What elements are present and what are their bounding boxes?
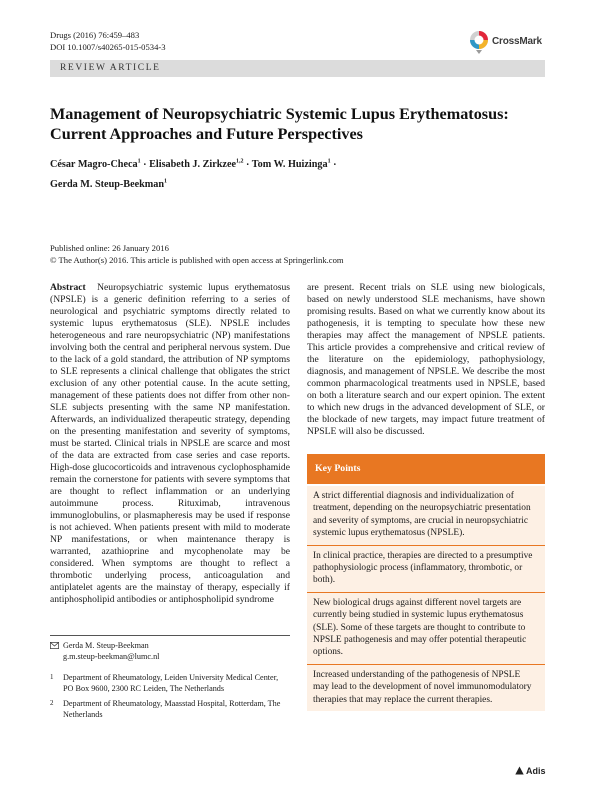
- footnote-divider: [50, 635, 290, 636]
- key-point-item: New biological drugs against different novel targets are currently being studied in systemic lupus erythematosus (SLE). Some of these targets are thought to contribute to NPSLE pathogenesis and may offer potential therapeutic options.: [307, 593, 545, 665]
- key-point-item: In clinical practice, therapies are directed to a presumptive pathophysiologic process (inflammatory, thrombotic, or both).: [307, 546, 545, 593]
- key-points-list: [307, 486, 545, 711]
- crossmark-label: CrossMark: [492, 36, 542, 47]
- crossmark-badge[interactable]: [469, 30, 555, 54]
- affiliation-mark: 2: [50, 699, 54, 707]
- key-point-item: Increased understanding of the pathogenesis of NPSLE may lead to the development of novel immunomodulatory therapies that may replace the current therapies.: [313, 669, 532, 705]
- publisher-name: Adis: [526, 766, 546, 776]
- affiliation-text: Department of Rheumatology, Leiden University Medical Center, PO Box 9600, 2300 RC Leiden, The Netherlands: [63, 673, 279, 693]
- affiliation-text: Department of Rheumatology, Maasstad Hospital, Rotterdam, The Netherlands: [63, 699, 281, 719]
- author-list: César Magro-Checa$^1$ · Elisabeth J. Zirkzee$^{1,2}$ · Tom W. Huizinga$^1$ · Gerda M. Steup-Beekman$^1$: [50, 159, 337, 190]
- publisher-logo: [515, 766, 546, 776]
- author[interactable]: Gerda M. Steup-Beekman$^1$: [50, 178, 168, 190]
- envelope-icon: [50, 642, 59, 649]
- contact-email[interactable]: g.m.steup-beekman@lumc.nl: [63, 652, 160, 661]
- corresponding-author: [50, 640, 290, 662]
- affiliation-1: [50, 672, 290, 694]
- doi[interactable]: DOI 10.1007/s40265-015-0534-3: [50, 41, 166, 52]
- key-points-heading: Key Points: [307, 454, 545, 484]
- license-statement: © The Author(s) 2016. This article is published with open access at Springerlink.com: [50, 254, 344, 265]
- footnotes: [50, 640, 290, 724]
- publication-info: [50, 243, 344, 266]
- abstract-text-left: Neuropsychiatric systemic lupus erythematosus (NPSLE) is a generic definition referring to a series of neurological and psychiatric symptoms directly related to systemic lupus erythematosus (SLE). NPSLE includes heterogeneous and rare neuropsychiatric (NP) manifestations involving both the central and peripheral nervous system. Due to the lack of a gold standard, the attribution of NP symptoms to SLE represents a clinical challenge that obligates the strict exclusion of any other potential cause. In the acute setting, management of these patients does not differ from other non-SLE subjects presenting with the same NP manifestation. Afterwards, an individualized therapeutic strategy, depending on the presenting manifestation and severity of symptoms, must be started. Clinical trials in NPSLE are scarce and most of the data are extracted from case series and case reports. High-dose glucocorticoids and intravenous cyclophosphamide remain the cornerstone for patients with severe symptoms that are thought to reflect inflammation or an underlying autoimmune process. Rituximab, intravenous immunoglobulins, or plasmapheresis may be used if response is not achieved. When patients present with mild to moderate NP manifestations, or when maintenance therapy is warranted, azathioprine and mycophenolate may be considered. When symptoms are thought to reflect a thrombotic underlying process, anticoagulation and antiplatelet agents are the mainstay of therapy, especially if antiphospholipid antibodies or antiphospholipid syndrome: [50, 282, 291, 605]
- author[interactable]: Tom W. Huizinga$^1$: [251, 159, 331, 171]
- crossmark-icon: [469, 30, 489, 54]
- affiliation-mark: 1: [50, 673, 54, 681]
- article-type-bar: [50, 60, 545, 77]
- affiliation-2: [50, 698, 290, 720]
- abstract-right-column: are present. Recent trials on SLE using new biologicals, based on newly understood SLE mechanisms, have shown promising results. Based on what we currently know about its pathogenesis, it is tempting to speculate how these new therapies may affect the management of NPSLE patients. This article provides a comprehensive and critical review of the literature on the epidemiology, pathophysiology, diagnosis, and management of NPSLE. We describe the most common pharmacological treatments used in NPSLE, based on both a literature search and our expert opinion. The extent to which new drugs in the advanced development of SLE, or the blockade of new targets, may impact future treatment of NPSLE will also be discussed.: [307, 282, 545, 437]
- abstract-label: Abstract: [50, 282, 86, 293]
- contact-name: Gerda M. Steup-Beekman: [63, 641, 149, 650]
- article-title: Management of Neuropsychiatric Systemic Lupus Erythematosus: Current Approaches and Future Perspectives: [50, 105, 509, 143]
- key-point-item: A strict differential diagnosis and individualization of treatment, depending on the neuropsychiatric presentation and severity of symptoms, are crucial in neuropsychiatric systemic lupus erythematosus (NPSLE).: [307, 486, 545, 546]
- author[interactable]: César Magro-Checa$^1$: [50, 159, 141, 171]
- author[interactable]: Elisabeth J. Zirkzee$^{1,2}$: [149, 159, 244, 171]
- abstract-left-column: [50, 282, 290, 606]
- journal-citation: Drugs (2016) 76:459–483: [50, 30, 140, 40]
- journal-meta: [50, 30, 166, 53]
- key-points-box: [307, 454, 545, 711]
- adis-triangle-icon: [515, 766, 524, 775]
- published-date: Published online: 26 January 2016: [50, 243, 169, 253]
- article-type: REVIEW ARTICLE: [60, 63, 161, 73]
